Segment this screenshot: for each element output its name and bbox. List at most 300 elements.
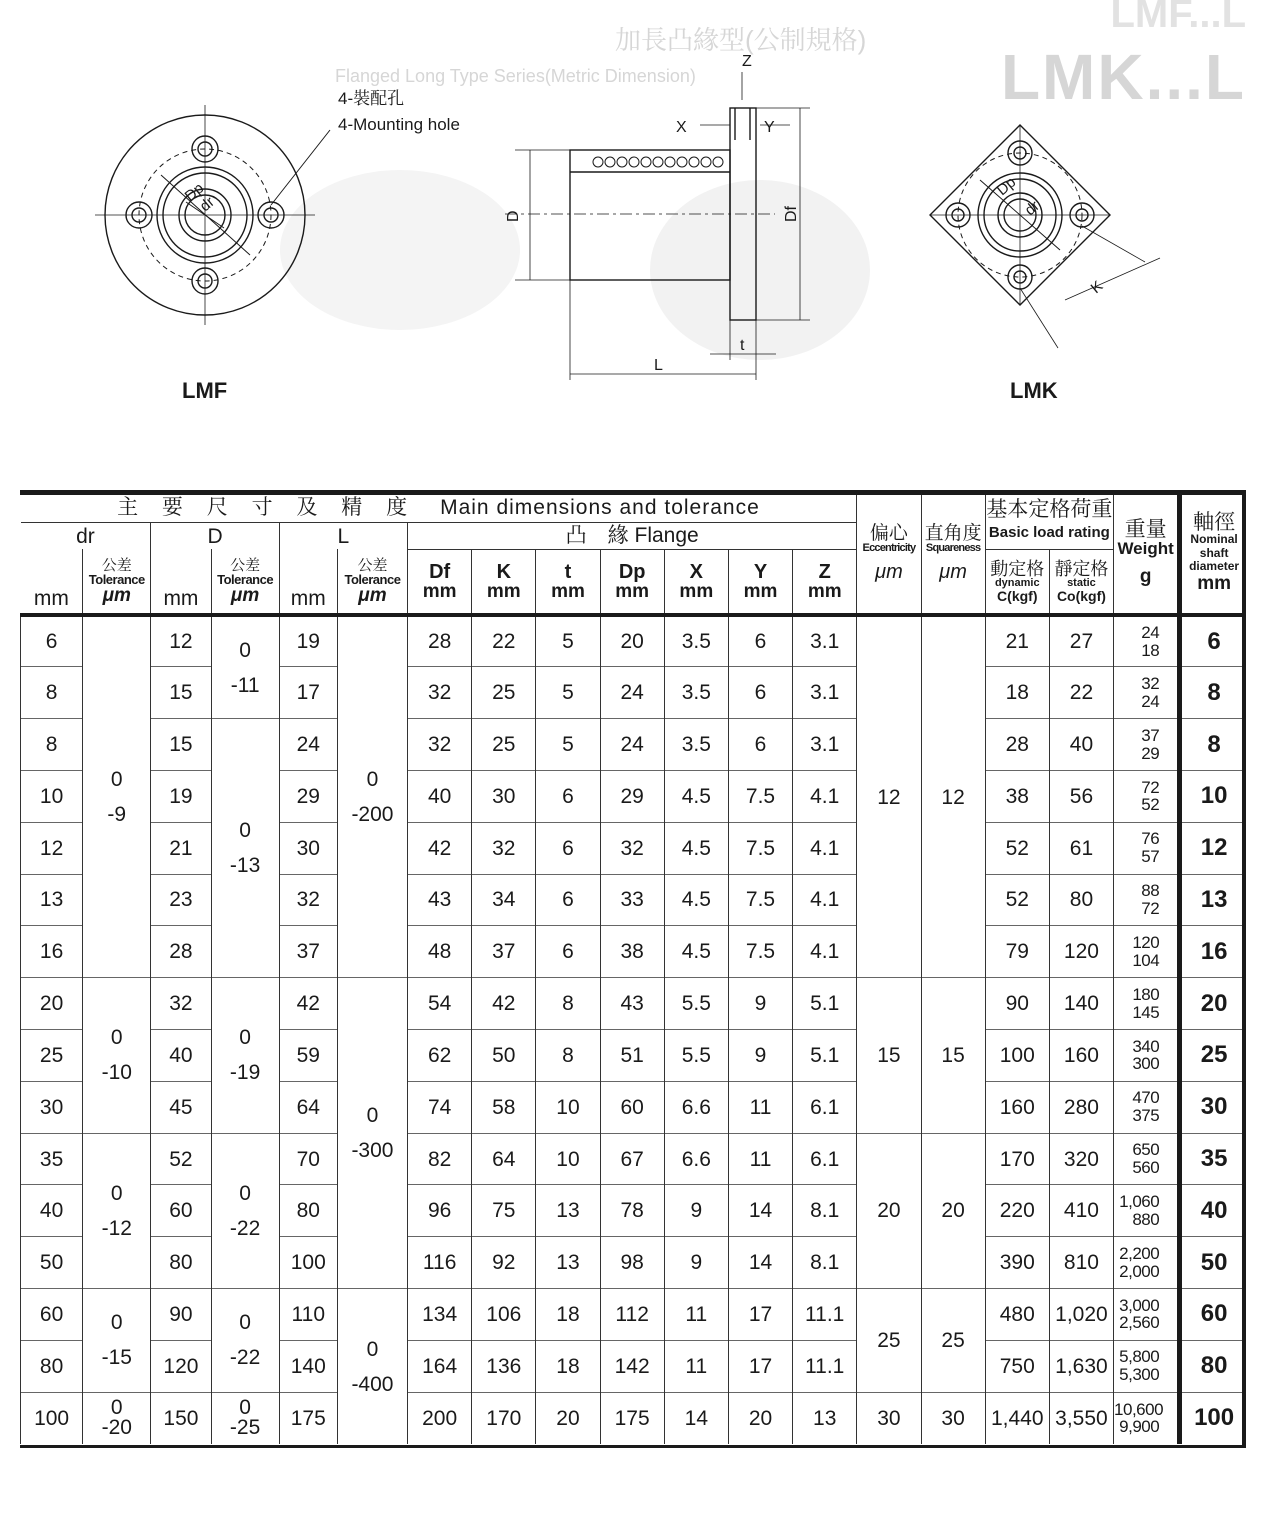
- cell-co: [1049, 926, 1113, 978]
- tol-unit: μm: [102, 584, 131, 606]
- ghost-shape-2: [650, 180, 870, 360]
- cell-z: [793, 719, 857, 771]
- cell-c: [985, 926, 1049, 978]
- d-tolerance-lower: -13: [229, 854, 261, 878]
- flange-col-k: [472, 549, 536, 615]
- mm-text: mm: [33, 587, 69, 610]
- sq-unit: μm: [939, 560, 967, 583]
- shaft-value: 10: [1200, 782, 1228, 810]
- dr-tolerance: [83, 1289, 151, 1393]
- cell-d: [151, 1392, 211, 1444]
- cell-l: [279, 926, 337, 978]
- cell-df: [408, 1392, 472, 1444]
- value-co: 810: [1063, 1251, 1099, 1275]
- shaft-value: 80: [1200, 1352, 1228, 1380]
- value-dr: 6: [45, 630, 58, 654]
- cell-l: [279, 874, 337, 926]
- table-row: [21, 667, 1247, 719]
- cell-shaft: [1180, 1289, 1246, 1341]
- lmk-drawing: [930, 125, 1160, 348]
- value-t: 10: [556, 1095, 580, 1119]
- flange-col-unit: mm: [551, 580, 585, 602]
- cell-shaft: [1180, 667, 1246, 719]
- value-k: 64: [492, 1147, 516, 1171]
- shaft-value: 16: [1200, 937, 1228, 965]
- cell-x: [664, 1185, 728, 1237]
- value-d: 45: [169, 1095, 193, 1119]
- value-x: 4.5: [681, 888, 711, 912]
- cell-co: [1049, 1237, 1113, 1289]
- value-l: 32: [296, 888, 320, 912]
- value-dr: 50: [39, 1251, 64, 1275]
- cell-x: [664, 615, 728, 667]
- cell-dr: [21, 926, 83, 978]
- value-x: 6.6: [681, 1147, 711, 1171]
- l-tolerance-lower: -200: [351, 803, 394, 827]
- cell-dp: [600, 1340, 664, 1392]
- shaft-cn: 軸徑: [1193, 510, 1236, 534]
- weight-lmf: 24: [1141, 622, 1160, 642]
- cell-x: [664, 874, 728, 926]
- dr-tolerance-upper: 0: [110, 1311, 123, 1335]
- cell-dr: [21, 1133, 83, 1185]
- cell-dr: [21, 667, 83, 719]
- cell-d: [151, 719, 211, 771]
- shaft-value: 30: [1200, 1093, 1228, 1121]
- value-d: 15: [169, 681, 193, 705]
- eccentricity: [857, 1392, 921, 1444]
- weight-lmf: 3,000: [1119, 1295, 1160, 1315]
- cell-x: [664, 1289, 728, 1341]
- stat-cn: 靜定格: [1054, 558, 1109, 579]
- shaft-en-3: diameter: [1189, 559, 1240, 574]
- value-k: 22: [492, 630, 516, 654]
- flange-col-unit: mm: [807, 580, 842, 602]
- value-dp: 51: [620, 1043, 644, 1067]
- eccentricity-value: 12: [877, 785, 901, 809]
- value-y: 7.5: [745, 940, 776, 964]
- value-dr: 13: [39, 888, 64, 912]
- stat-unit: Co(kgf): [1056, 587, 1106, 604]
- cell-t: [536, 615, 600, 667]
- shaft-value: 13: [1200, 885, 1228, 913]
- eccentricity: [857, 1289, 921, 1393]
- cell-weight: [1114, 1289, 1180, 1341]
- cell-k: [472, 615, 536, 667]
- sq-en: Squareness: [925, 541, 981, 554]
- value-dr: 16: [39, 940, 64, 964]
- value-x: 6.6: [681, 1095, 711, 1119]
- value-l: 17: [296, 681, 320, 705]
- cell-c: [985, 978, 1049, 1030]
- tol-en: Tolerance: [88, 571, 145, 587]
- value-z: 13: [813, 1406, 837, 1430]
- l-tolerance: [337, 615, 407, 978]
- mounting-hole-cn: 4-裝配孔: [338, 89, 405, 108]
- value-t: 5: [562, 733, 574, 757]
- d-tolerance: [211, 719, 279, 978]
- value-co: 40: [1069, 733, 1094, 757]
- cell-z: [793, 667, 857, 719]
- value-df: 32: [427, 681, 452, 705]
- spec-table: [20, 492, 1246, 1444]
- value-dr: 60: [39, 1302, 64, 1326]
- value-c: 79: [1005, 940, 1029, 964]
- cell-shaft: [1180, 719, 1246, 771]
- shaft-en-2: shaft: [1199, 545, 1229, 560]
- cell-df: [408, 770, 472, 822]
- cell-x: [664, 1237, 728, 1289]
- value-dr: 25: [39, 1043, 64, 1067]
- cell-y: [728, 615, 792, 667]
- tol-unit: μm: [358, 584, 387, 606]
- cell-t: [536, 1185, 600, 1237]
- value-co: 1,020: [1055, 1302, 1108, 1326]
- cell-shaft: [1180, 874, 1246, 926]
- value-d: 60: [169, 1199, 193, 1223]
- dr-tolerance-lower: -20: [101, 1416, 132, 1440]
- value-d: 90: [169, 1302, 193, 1326]
- value-c: 90: [1005, 992, 1029, 1016]
- value-y: 11: [749, 1095, 772, 1119]
- cell-shaft: [1180, 770, 1246, 822]
- weight-lmk: 2,560: [1119, 1313, 1160, 1333]
- d-tolerance-upper: 0: [239, 1181, 251, 1205]
- weight-lmf: 76: [1141, 829, 1160, 849]
- cell-df: [408, 1237, 472, 1289]
- cell-x: [664, 926, 728, 978]
- value-l: 80: [296, 1199, 320, 1223]
- value-df: 43: [427, 888, 452, 912]
- dr-tolerance-upper: 0: [110, 1396, 123, 1420]
- value-dr: 8: [45, 681, 58, 705]
- value-z: 4.1: [810, 836, 840, 860]
- value-y: 7.5: [745, 888, 776, 912]
- value-co: 410: [1063, 1199, 1099, 1223]
- cell-c: [985, 1081, 1049, 1133]
- value-k: 136: [486, 1354, 522, 1378]
- cell-weight: [1114, 1392, 1180, 1444]
- cell-x: [664, 1133, 728, 1185]
- value-dp: 43: [620, 992, 644, 1016]
- cell-d: [151, 1185, 211, 1237]
- lmf-label: LMF: [182, 378, 228, 403]
- lmk-dr-label: dr: [1021, 197, 1043, 220]
- table-row: [21, 1081, 1247, 1133]
- value-k: 106: [486, 1302, 522, 1326]
- squareness-value: 25: [941, 1328, 965, 1352]
- value-df: 96: [427, 1199, 452, 1223]
- weight-lmf: 72: [1141, 777, 1160, 797]
- tol-unit: μm: [230, 584, 260, 606]
- l-title: L: [337, 524, 350, 548]
- cell-t: [536, 770, 600, 822]
- value-k: 25: [492, 681, 516, 705]
- value-d: 40: [169, 1043, 193, 1067]
- weight-lmk: 24: [1141, 691, 1160, 711]
- flange-header: [408, 523, 857, 550]
- cell-c: [985, 1392, 1049, 1444]
- cell-c: [985, 770, 1049, 822]
- flange-col-y: [728, 549, 792, 615]
- cell-z: [793, 1030, 857, 1082]
- cell-k: [472, 926, 536, 978]
- mm-unit: [21, 549, 83, 615]
- value-t: 8: [562, 992, 574, 1016]
- value-dp: 38: [620, 940, 644, 964]
- cell-y: [728, 1185, 792, 1237]
- table-row: [21, 1185, 1247, 1237]
- cell-y: [728, 1289, 792, 1341]
- lmk-dp-label: Dp: [993, 173, 1020, 200]
- tol-cn: 公差: [230, 556, 261, 574]
- cell-y: [728, 874, 792, 926]
- lmf-dr-label: dr: [196, 193, 218, 216]
- shaft-value: 6: [1207, 627, 1221, 655]
- value-d: 52: [169, 1147, 193, 1171]
- cell-x: [664, 1081, 728, 1133]
- sq-cn: 直角度: [924, 522, 982, 544]
- cell-z: [793, 770, 857, 822]
- lmf-dp-label: Dp: [181, 179, 208, 206]
- cell-dp: [600, 615, 664, 667]
- d-tolerance-upper: 0: [239, 1026, 251, 1050]
- side-z-label: Z: [742, 53, 752, 70]
- table-row: [21, 1237, 1247, 1289]
- value-dr: 80: [39, 1354, 64, 1378]
- value-c: 38: [1005, 784, 1029, 808]
- cell-c: [985, 1237, 1049, 1289]
- cell-co: [1049, 667, 1113, 719]
- weight-lmk: 57: [1141, 847, 1160, 867]
- value-co: 56: [1069, 784, 1094, 808]
- value-l: 24: [296, 733, 320, 757]
- value-dp: 33: [620, 888, 644, 912]
- value-dp: 175: [614, 1406, 650, 1430]
- value-c: 28: [1005, 733, 1029, 757]
- d-tolerance-lower: -11: [230, 673, 260, 697]
- cell-z: [793, 1340, 857, 1392]
- cell-d: [151, 1340, 211, 1392]
- cell-shaft: [1180, 1081, 1246, 1133]
- value-l: 110: [291, 1302, 326, 1326]
- value-y: 17: [748, 1302, 773, 1326]
- value-z: 6.1: [810, 1095, 840, 1119]
- value-t: 8: [562, 1043, 574, 1067]
- cell-dp: [600, 1081, 664, 1133]
- shaft-value: 25: [1200, 1041, 1228, 1069]
- shaft-value: 20: [1200, 989, 1228, 1017]
- squareness: [921, 1289, 985, 1393]
- side-l-label: L: [654, 357, 663, 374]
- squareness-value: 20: [941, 1199, 965, 1223]
- d-tolerance: [211, 615, 279, 719]
- weight-lmk: 104: [1132, 950, 1160, 970]
- l-tolerance: [337, 978, 407, 1289]
- cell-k: [472, 874, 536, 926]
- value-z: 3.1: [810, 681, 840, 705]
- l-tolerance-lower: -300: [351, 1139, 394, 1163]
- table-row: [21, 770, 1247, 822]
- cell-df: [408, 1185, 472, 1237]
- value-l: 30: [296, 836, 320, 860]
- value-co: 61: [1069, 836, 1094, 860]
- cell-y: [728, 770, 792, 822]
- value-x: 11: [685, 1302, 708, 1326]
- cell-df: [408, 1340, 472, 1392]
- cell-z: [793, 1237, 857, 1289]
- cell-dp: [600, 719, 664, 771]
- weight-lmk: 375: [1132, 1106, 1160, 1126]
- value-df: 32: [427, 733, 452, 757]
- value-k: 170: [486, 1406, 522, 1430]
- value-x: 9: [690, 1199, 703, 1223]
- mm-text: mm: [290, 587, 326, 610]
- value-co: 27: [1069, 630, 1094, 654]
- value-z: 4.1: [810, 888, 840, 912]
- cell-df: [408, 1030, 472, 1082]
- d-tolerance-lower: -25: [229, 1416, 261, 1440]
- value-dr: 40: [39, 1199, 64, 1223]
- cell-dr: [21, 1185, 83, 1237]
- eccentricity-value: 15: [877, 1043, 901, 1067]
- cell-weight: [1114, 1340, 1180, 1392]
- d-tolerance: [211, 1392, 279, 1444]
- squareness: [921, 1392, 985, 1444]
- header-row-1: [21, 492, 1247, 523]
- tol-cn: 公差: [101, 556, 132, 574]
- load-rating-header: [985, 492, 1113, 549]
- cell-k: [472, 719, 536, 771]
- value-d: 32: [169, 992, 193, 1016]
- value-df: 200: [422, 1406, 458, 1430]
- cell-k: [472, 667, 536, 719]
- value-l: 37: [296, 940, 320, 964]
- table-row: [21, 1392, 1247, 1444]
- weight-lmf: 470: [1132, 1088, 1160, 1108]
- eccentricity: [857, 615, 921, 978]
- cell-t: [536, 926, 600, 978]
- squareness-value: 15: [941, 1043, 965, 1067]
- cell-k: [472, 1340, 536, 1392]
- cell-weight: [1114, 822, 1180, 874]
- cell-d: [151, 1133, 211, 1185]
- value-co: 160: [1063, 1043, 1099, 1067]
- squareness-value: 30: [941, 1406, 965, 1430]
- table-row: [21, 615, 1247, 667]
- dynamic-header: [985, 549, 1049, 615]
- cell-dp: [600, 1289, 664, 1341]
- cell-l: [279, 719, 337, 771]
- squareness: [921, 978, 985, 1133]
- cell-shaft: [1180, 1133, 1246, 1185]
- table-row: [21, 874, 1247, 926]
- cell-dp: [600, 1237, 664, 1289]
- value-k: 34: [492, 888, 516, 912]
- cell-weight: [1114, 926, 1180, 978]
- cell-co: [1049, 822, 1113, 874]
- cell-x: [664, 1030, 728, 1082]
- tol-en: Tolerance: [344, 571, 401, 587]
- cell-l: [279, 822, 337, 874]
- cell-d: [151, 1289, 211, 1341]
- value-t: 6: [562, 940, 574, 964]
- weight-lmk: 72: [1141, 898, 1160, 918]
- value-co: 280: [1063, 1095, 1099, 1119]
- value-z: 4.1: [810, 940, 840, 964]
- l-tolerance-upper: 0: [366, 768, 379, 792]
- ecc-cn: 偏心: [869, 522, 908, 544]
- value-l: 175: [290, 1406, 326, 1430]
- table-row: [21, 719, 1247, 771]
- value-t: 13: [556, 1199, 580, 1223]
- cell-k: [472, 822, 536, 874]
- cell-weight: [1114, 667, 1180, 719]
- load-en: Basic load rating: [988, 524, 1110, 542]
- cell-weight: [1114, 770, 1180, 822]
- value-k: 32: [492, 836, 516, 860]
- cell-z: [793, 1133, 857, 1185]
- value-dp: 112: [615, 1302, 649, 1326]
- dr-tolerance: [83, 1392, 151, 1444]
- value-x: 4.5: [681, 784, 711, 808]
- value-x: 14: [684, 1406, 708, 1430]
- stat-en: static: [1067, 576, 1096, 589]
- dr-tolerance: [83, 615, 151, 978]
- value-dp: 29: [620, 784, 644, 808]
- cell-dp: [600, 822, 664, 874]
- flange-col-z: [793, 549, 857, 615]
- cell-y: [728, 1030, 792, 1082]
- wt-cn: 重量: [1124, 518, 1167, 541]
- value-c: 52: [1005, 888, 1029, 912]
- value-x: 3.5: [681, 681, 711, 705]
- value-df: 74: [427, 1095, 452, 1119]
- value-d: 23: [169, 888, 193, 912]
- weight-lmk: 29: [1141, 743, 1160, 763]
- value-l: 70: [296, 1147, 320, 1171]
- value-k: 30: [492, 784, 516, 808]
- cell-shaft: [1180, 978, 1246, 1030]
- cell-dr: [21, 615, 83, 667]
- cell-co: [1049, 1185, 1113, 1237]
- value-dr: 35: [39, 1147, 64, 1171]
- eccentricity-value: 30: [877, 1406, 901, 1430]
- cell-c: [985, 1289, 1049, 1341]
- table-row: [21, 1340, 1247, 1392]
- cell-dr: [21, 1081, 83, 1133]
- ghost-partial-model: LMF...L: [1110, 0, 1246, 36]
- wt-en: Weight: [1117, 539, 1174, 558]
- value-x: 11: [685, 1354, 708, 1378]
- side-x-label: X: [676, 119, 687, 136]
- cell-co: [1049, 615, 1113, 667]
- weight-lmk: 560: [1132, 1158, 1160, 1178]
- value-d: 150: [163, 1406, 199, 1430]
- cell-shaft: [1180, 822, 1246, 874]
- cell-weight: [1114, 615, 1180, 667]
- value-z: 4.1: [810, 784, 840, 808]
- dr-tolerance: [83, 978, 151, 1133]
- value-c: 18: [1005, 681, 1029, 705]
- cell-shaft: [1180, 1392, 1246, 1444]
- d-tolerance: [211, 978, 279, 1133]
- weight-lmf: 650: [1132, 1140, 1160, 1160]
- value-y: 11: [749, 1147, 772, 1171]
- table-row: [21, 926, 1247, 978]
- value-d: 12: [169, 630, 193, 654]
- value-co: 320: [1063, 1147, 1099, 1171]
